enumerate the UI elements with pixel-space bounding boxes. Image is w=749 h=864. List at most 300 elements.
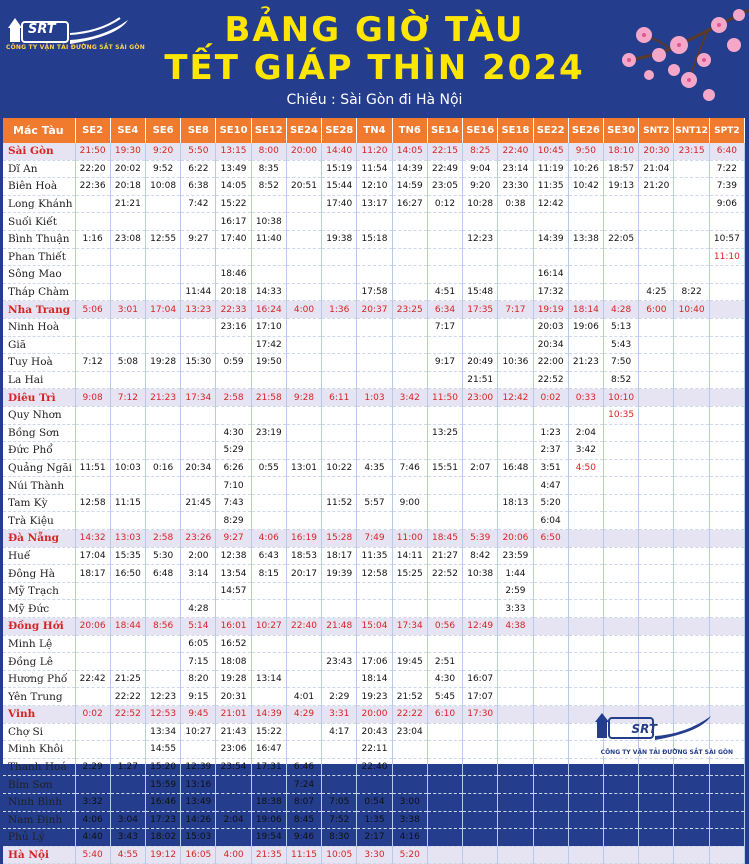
departure-time bbox=[639, 618, 674, 636]
departure-time: 4:38 bbox=[498, 618, 533, 636]
departure-time bbox=[463, 829, 498, 847]
departure-time bbox=[639, 512, 674, 530]
departure-time: 22:00 bbox=[533, 354, 568, 372]
departure-time bbox=[75, 406, 110, 424]
departure-time bbox=[110, 635, 145, 653]
departure-time: 20:49 bbox=[463, 354, 498, 372]
departure-time bbox=[674, 793, 709, 811]
departure-time bbox=[463, 635, 498, 653]
departure-time bbox=[604, 459, 639, 477]
departure-time: 2:07 bbox=[463, 459, 498, 477]
departure-time: 14:33 bbox=[251, 283, 286, 301]
departure-time: 10:27 bbox=[251, 618, 286, 636]
departure-time bbox=[709, 213, 744, 231]
departure-time: 23:30 bbox=[498, 178, 533, 196]
departure-time: 17:34 bbox=[181, 389, 216, 407]
departure-time: 10:26 bbox=[568, 160, 603, 178]
departure-time: 9:00 bbox=[392, 494, 427, 512]
departure-time: 14:32 bbox=[75, 530, 110, 548]
departure-time: 22:52 bbox=[427, 565, 462, 583]
departure-time: 6:05 bbox=[181, 635, 216, 653]
departure-time: 9:15 bbox=[181, 688, 216, 706]
departure-time: 20:37 bbox=[357, 301, 392, 319]
departure-time bbox=[533, 846, 568, 864]
departure-time: 4:29 bbox=[286, 706, 321, 724]
departure-time: 6:26 bbox=[216, 459, 251, 477]
departure-time bbox=[286, 354, 321, 372]
departure-time bbox=[110, 442, 145, 460]
departure-time: 6:10 bbox=[427, 706, 462, 724]
departure-time bbox=[145, 371, 180, 389]
departure-time bbox=[604, 793, 639, 811]
departure-time: 21:43 bbox=[216, 723, 251, 741]
station-row bbox=[3, 301, 745, 319]
departure-time bbox=[568, 776, 603, 794]
departure-time bbox=[286, 741, 321, 759]
departure-time bbox=[75, 318, 110, 336]
departure-time: 19:06 bbox=[251, 811, 286, 829]
departure-time bbox=[322, 371, 357, 389]
departure-time bbox=[463, 406, 498, 424]
departure-time: 15:30 bbox=[181, 354, 216, 372]
departure-time bbox=[674, 776, 709, 794]
departure-time: 8:45 bbox=[286, 811, 321, 829]
departure-time: 0:12 bbox=[427, 195, 462, 213]
departure-time bbox=[181, 213, 216, 231]
departure-time: 9:06 bbox=[709, 195, 744, 213]
station-row bbox=[3, 494, 745, 512]
departure-time bbox=[498, 477, 533, 495]
station-name: Tuy Hoà bbox=[3, 354, 75, 372]
departure-time: 12:42 bbox=[533, 195, 568, 213]
station-row bbox=[3, 477, 745, 495]
departure-time bbox=[639, 829, 674, 847]
departure-time: 14:26 bbox=[181, 811, 216, 829]
departure-time: 17:07 bbox=[463, 688, 498, 706]
departure-time: 2:29 bbox=[322, 688, 357, 706]
departure-time: 15:22 bbox=[216, 195, 251, 213]
departure-time: 13:25 bbox=[427, 424, 462, 442]
departure-time bbox=[427, 758, 462, 776]
departure-time: 10:36 bbox=[498, 354, 533, 372]
departure-time bbox=[75, 723, 110, 741]
departure-time bbox=[145, 424, 180, 442]
departure-time: 8:15 bbox=[251, 565, 286, 583]
departure-time bbox=[639, 442, 674, 460]
departure-time bbox=[604, 266, 639, 284]
departure-time: 19:39 bbox=[322, 565, 357, 583]
departure-time bbox=[639, 758, 674, 776]
title-line-1: BẢNG GIỜ TÀU bbox=[224, 10, 525, 50]
departure-time bbox=[251, 776, 286, 794]
departure-time bbox=[286, 494, 321, 512]
departure-time: 12:39 bbox=[181, 758, 216, 776]
departure-time: 10:28 bbox=[463, 195, 498, 213]
departure-time bbox=[322, 477, 357, 495]
departure-time: 22:49 bbox=[427, 160, 462, 178]
departure-time: 21:52 bbox=[392, 688, 427, 706]
train-header-se26: SE26 bbox=[568, 118, 603, 143]
departure-time: 13:23 bbox=[181, 301, 216, 319]
departure-time bbox=[709, 565, 744, 583]
departure-time bbox=[674, 600, 709, 618]
departure-time: 17:34 bbox=[392, 618, 427, 636]
departure-time: 17:40 bbox=[322, 195, 357, 213]
departure-time: 21:23 bbox=[145, 389, 180, 407]
departure-time bbox=[251, 635, 286, 653]
departure-time bbox=[286, 283, 321, 301]
departure-time: 3:42 bbox=[392, 389, 427, 407]
departure-time bbox=[392, 582, 427, 600]
departure-time bbox=[463, 758, 498, 776]
station-name: Yên Trung bbox=[3, 688, 75, 706]
departure-time bbox=[709, 494, 744, 512]
departure-time: 20:03 bbox=[533, 318, 568, 336]
departure-time: 22:15 bbox=[427, 143, 462, 160]
train-header-se16: SE16 bbox=[463, 118, 498, 143]
departure-time bbox=[251, 582, 286, 600]
departure-time bbox=[427, 793, 462, 811]
departure-time: 17:23 bbox=[145, 811, 180, 829]
departure-time: 9:27 bbox=[181, 230, 216, 248]
station-name: Đồng Lê bbox=[3, 653, 75, 671]
departure-time bbox=[709, 547, 744, 565]
departure-time bbox=[674, 318, 709, 336]
departure-time: 11:15 bbox=[110, 494, 145, 512]
train-header-spt2: SPT2 bbox=[709, 118, 744, 143]
departure-time bbox=[322, 248, 357, 266]
departure-time: 8:22 bbox=[674, 283, 709, 301]
station-row bbox=[3, 160, 745, 178]
departure-time bbox=[674, 670, 709, 688]
departure-time: 20:06 bbox=[498, 530, 533, 548]
departure-time: 1:16 bbox=[75, 230, 110, 248]
departure-time bbox=[145, 336, 180, 354]
departure-time bbox=[498, 758, 533, 776]
departure-time: 12:49 bbox=[463, 618, 498, 636]
departure-time: 16:48 bbox=[498, 459, 533, 477]
departure-time bbox=[427, 600, 462, 618]
departure-time: 10:42 bbox=[568, 178, 603, 196]
departure-time: 13:49 bbox=[216, 160, 251, 178]
departure-time bbox=[75, 424, 110, 442]
departure-time bbox=[674, 266, 709, 284]
departure-time: 19:38 bbox=[322, 230, 357, 248]
departure-time: 6:11 bbox=[322, 389, 357, 407]
station-row bbox=[3, 442, 745, 460]
departure-time bbox=[427, 230, 462, 248]
departure-time bbox=[604, 688, 639, 706]
departure-time bbox=[709, 530, 744, 548]
departure-time: 23:04 bbox=[392, 723, 427, 741]
departure-time bbox=[286, 512, 321, 530]
departure-time bbox=[604, 846, 639, 864]
departure-time: 11:20 bbox=[357, 143, 392, 160]
train-header-se6: SE6 bbox=[145, 118, 180, 143]
departure-time: 7:22 bbox=[709, 160, 744, 178]
departure-time bbox=[639, 248, 674, 266]
departure-time: 1:23 bbox=[533, 424, 568, 442]
departure-time: 1:03 bbox=[357, 389, 392, 407]
station-name: Phan Thiết bbox=[3, 248, 75, 266]
departure-time bbox=[568, 618, 603, 636]
departure-time bbox=[286, 442, 321, 460]
departure-time bbox=[427, 494, 462, 512]
departure-time bbox=[251, 477, 286, 495]
departure-time: 22:33 bbox=[216, 301, 251, 319]
departure-time bbox=[392, 336, 427, 354]
departure-time: 20:31 bbox=[216, 688, 251, 706]
departure-time bbox=[286, 406, 321, 424]
departure-time: 10:22 bbox=[322, 459, 357, 477]
departure-time bbox=[181, 512, 216, 530]
departure-time bbox=[216, 793, 251, 811]
departure-time bbox=[604, 758, 639, 776]
logo-text: SRT bbox=[28, 22, 56, 37]
departure-time: 15:59 bbox=[145, 776, 180, 794]
departure-time bbox=[709, 582, 744, 600]
departure-time bbox=[498, 846, 533, 864]
departure-time bbox=[110, 318, 145, 336]
departure-time bbox=[568, 600, 603, 618]
departure-time: 0:38 bbox=[498, 195, 533, 213]
departure-time bbox=[463, 424, 498, 442]
departure-time: 11:10 bbox=[709, 248, 744, 266]
departure-time: 17:06 bbox=[357, 653, 392, 671]
station-row bbox=[3, 354, 745, 372]
departure-time bbox=[322, 213, 357, 231]
departure-time bbox=[145, 318, 180, 336]
departure-time: 23:26 bbox=[181, 530, 216, 548]
departure-time bbox=[709, 442, 744, 460]
departure-time bbox=[639, 653, 674, 671]
departure-time bbox=[674, 547, 709, 565]
departure-time bbox=[639, 424, 674, 442]
departure-time bbox=[533, 776, 568, 794]
departure-time bbox=[463, 477, 498, 495]
departure-time bbox=[533, 582, 568, 600]
departure-time: 7:12 bbox=[110, 389, 145, 407]
departure-time: 7:17 bbox=[427, 318, 462, 336]
departure-time bbox=[639, 600, 674, 618]
departure-time: 15:48 bbox=[463, 283, 498, 301]
departure-time: 23:05 bbox=[427, 178, 462, 196]
departure-time bbox=[639, 459, 674, 477]
departure-time bbox=[392, 758, 427, 776]
station-name: Đông Hà bbox=[3, 565, 75, 583]
departure-time bbox=[392, 318, 427, 336]
train-header-se4: SE4 bbox=[110, 118, 145, 143]
train-header-se22: SE22 bbox=[533, 118, 568, 143]
departure-time: 23:15 bbox=[674, 143, 709, 160]
departure-time bbox=[604, 618, 639, 636]
departure-time bbox=[498, 723, 533, 741]
departure-time bbox=[322, 283, 357, 301]
departure-time bbox=[498, 230, 533, 248]
departure-time bbox=[357, 776, 392, 794]
departure-time bbox=[181, 371, 216, 389]
departure-time bbox=[251, 406, 286, 424]
departure-time: 22:52 bbox=[110, 706, 145, 724]
station-row bbox=[3, 846, 745, 864]
departure-time bbox=[533, 635, 568, 653]
departure-time bbox=[427, 582, 462, 600]
departure-time bbox=[674, 811, 709, 829]
departure-time bbox=[181, 582, 216, 600]
departure-time bbox=[604, 283, 639, 301]
departure-time: 8:25 bbox=[463, 143, 498, 160]
departure-time bbox=[639, 371, 674, 389]
station-row bbox=[3, 459, 745, 477]
departure-time bbox=[533, 618, 568, 636]
departure-time bbox=[674, 248, 709, 266]
train-header-snt12: SNT12 bbox=[674, 118, 709, 143]
departure-time: 22:40 bbox=[357, 758, 392, 776]
departure-time bbox=[604, 494, 639, 512]
departure-time: 3:33 bbox=[498, 600, 533, 618]
departure-time bbox=[533, 758, 568, 776]
departure-time bbox=[568, 213, 603, 231]
departure-time bbox=[639, 389, 674, 407]
departure-time bbox=[709, 688, 744, 706]
departure-time: 14:59 bbox=[392, 178, 427, 196]
station-name: Tam Kỳ bbox=[3, 494, 75, 512]
departure-time: 5:20 bbox=[392, 846, 427, 864]
departure-time: 21:48 bbox=[322, 618, 357, 636]
departure-time: 13:54 bbox=[216, 565, 251, 583]
departure-time bbox=[322, 635, 357, 653]
departure-time: 18:14 bbox=[357, 670, 392, 688]
departure-time: 9:46 bbox=[286, 829, 321, 847]
departure-time: 12:58 bbox=[75, 494, 110, 512]
station-name: Mỹ Đức bbox=[3, 600, 75, 618]
departure-time: 2:04 bbox=[216, 811, 251, 829]
departure-time: 16:52 bbox=[216, 635, 251, 653]
departure-time bbox=[357, 635, 392, 653]
departure-time bbox=[110, 582, 145, 600]
departure-time bbox=[357, 354, 392, 372]
departure-time: 10:35 bbox=[604, 406, 639, 424]
station-name: Bồng Sơn bbox=[3, 424, 75, 442]
departure-time: 10:38 bbox=[251, 213, 286, 231]
departure-time bbox=[674, 688, 709, 706]
departure-time: 18:14 bbox=[568, 301, 603, 319]
departure-time: 7:12 bbox=[75, 354, 110, 372]
departure-time bbox=[639, 670, 674, 688]
departure-time: 3:01 bbox=[110, 301, 145, 319]
footer-company-name: CÔNG TY VẬN TẢI ĐƯỜNG SẮT SÀI GÒN bbox=[600, 749, 733, 756]
departure-time: 19:28 bbox=[145, 354, 180, 372]
departure-time: 2:59 bbox=[498, 582, 533, 600]
departure-time bbox=[286, 213, 321, 231]
departure-time: 13:01 bbox=[286, 459, 321, 477]
departure-time: 4:30 bbox=[216, 424, 251, 442]
departure-time: 16:07 bbox=[463, 670, 498, 688]
departure-time bbox=[674, 653, 709, 671]
departure-time bbox=[145, 582, 180, 600]
departure-time bbox=[568, 494, 603, 512]
station-name: Phủ Lý bbox=[3, 829, 75, 847]
departure-time bbox=[75, 442, 110, 460]
train-header-se2: SE2 bbox=[75, 118, 110, 143]
departure-time: 2:17 bbox=[357, 829, 392, 847]
station-row bbox=[3, 336, 745, 354]
departure-time bbox=[110, 336, 145, 354]
departure-time bbox=[251, 442, 286, 460]
departure-time: 8:56 bbox=[145, 618, 180, 636]
departure-time bbox=[533, 600, 568, 618]
departure-time bbox=[604, 213, 639, 231]
departure-time bbox=[181, 406, 216, 424]
departure-time: 10:03 bbox=[110, 459, 145, 477]
departure-time bbox=[251, 371, 286, 389]
departure-time bbox=[674, 195, 709, 213]
departure-time bbox=[463, 512, 498, 530]
departure-time bbox=[145, 442, 180, 460]
departure-time: 18:17 bbox=[322, 547, 357, 565]
departure-time bbox=[568, 512, 603, 530]
departure-time bbox=[427, 635, 462, 653]
departure-time bbox=[674, 530, 709, 548]
departure-time: 4:00 bbox=[286, 301, 321, 319]
departure-time: 13:49 bbox=[181, 793, 216, 811]
departure-time bbox=[357, 266, 392, 284]
departure-time bbox=[498, 741, 533, 759]
departure-time bbox=[498, 213, 533, 231]
departure-time: 13:14 bbox=[251, 670, 286, 688]
departure-time: 4:00 bbox=[216, 846, 251, 864]
departure-time: 10:38 bbox=[463, 565, 498, 583]
train-header-se30: SE30 bbox=[604, 118, 639, 143]
departure-time bbox=[427, 213, 462, 231]
departure-time bbox=[568, 829, 603, 847]
departure-time: 16:01 bbox=[216, 618, 251, 636]
departure-time: 9:52 bbox=[145, 160, 180, 178]
departure-time: 20:30 bbox=[639, 143, 674, 160]
departure-time bbox=[110, 213, 145, 231]
direction-label: Chiều : Sài Gòn đi Hà Nội bbox=[286, 92, 463, 108]
departure-time bbox=[709, 389, 744, 407]
departure-time bbox=[674, 565, 709, 583]
departure-time bbox=[568, 653, 603, 671]
departure-time bbox=[357, 248, 392, 266]
departure-time: 20:17 bbox=[286, 565, 321, 583]
departure-time: 23:16 bbox=[216, 318, 251, 336]
station-name: Đồng Hới bbox=[3, 618, 75, 636]
departure-time bbox=[604, 442, 639, 460]
departure-time: 20:02 bbox=[110, 160, 145, 178]
departure-time: 7:52 bbox=[322, 811, 357, 829]
departure-time: 3:32 bbox=[75, 793, 110, 811]
departure-time bbox=[392, 424, 427, 442]
departure-time bbox=[674, 477, 709, 495]
departure-time bbox=[639, 565, 674, 583]
departure-time bbox=[427, 741, 462, 759]
departure-time bbox=[533, 670, 568, 688]
departure-time bbox=[357, 442, 392, 460]
station-name: Diêu Trì bbox=[3, 389, 75, 407]
departure-time bbox=[286, 336, 321, 354]
departure-time bbox=[639, 354, 674, 372]
station-name: Bình Thuận bbox=[3, 230, 75, 248]
departure-time bbox=[533, 653, 568, 671]
departure-time bbox=[110, 653, 145, 671]
departure-time bbox=[568, 565, 603, 583]
departure-time bbox=[533, 741, 568, 759]
departure-time: 0:02 bbox=[533, 389, 568, 407]
departure-time bbox=[110, 283, 145, 301]
departure-time: 21:58 bbox=[251, 389, 286, 407]
